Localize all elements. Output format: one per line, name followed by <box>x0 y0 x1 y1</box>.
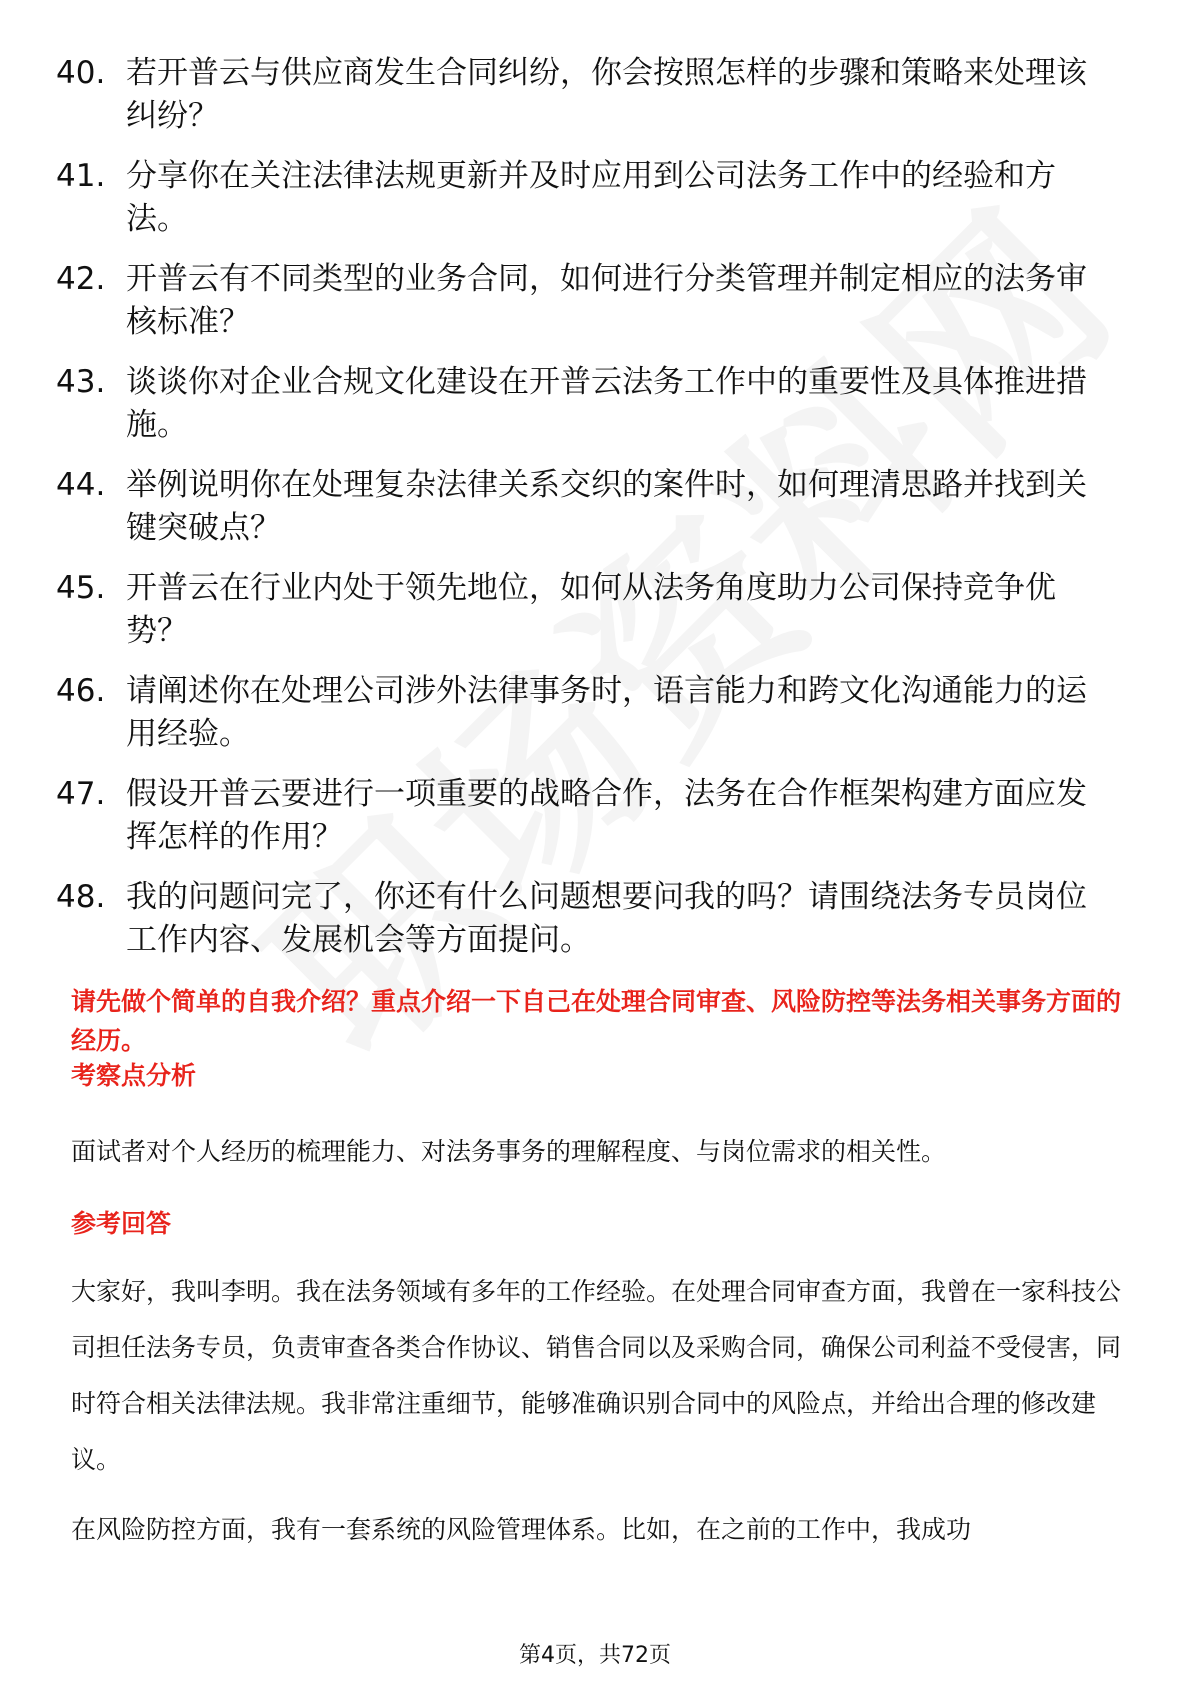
question-text: 开普云有不同类型的业务合同，如何进行分类管理并制定相应的法务审核标准？ <box>126 261 1087 340</box>
question-number: 47. <box>56 776 106 812</box>
question-text: 分享你在关注法律法规更新并及时应用到公司法务工作中的经验和方法。 <box>126 158 1056 237</box>
question-number: 41. <box>56 158 106 194</box>
page-footer: 第4页，共72页 <box>519 1643 671 1668</box>
question-number: 48. <box>56 879 106 915</box>
list-item <box>56 567 1116 653</box>
question-text: 若开普云与供应商发生合同纠纷，你会按照怎样的步骤和策略来处理该纠纷？ <box>126 55 1087 134</box>
question-number: 45. <box>56 570 106 606</box>
question-text: 举例说明你在处理复杂法律关系交织的案件时，如何理清思路并找到关键突破点？ <box>126 467 1087 546</box>
list-item <box>56 876 1116 962</box>
question-number: 40. <box>56 55 106 91</box>
question-number: 42. <box>56 261 106 297</box>
list-item <box>56 464 1116 550</box>
list-item <box>56 361 1116 447</box>
question-text: 假设开普云要进行一项重要的战略合作，法务在合作框架构建方面应发挥怎样的作用？ <box>126 776 1087 855</box>
list-item <box>56 155 1116 241</box>
list-item <box>56 670 1116 756</box>
question-number: 44. <box>56 467 106 503</box>
featured-question: 请先做个简单的自我介绍？重点介绍一下自己在处理合同审查、风险防控等法务相关事务方面的经历。 <box>71 987 1122 1055</box>
question-number: 46. <box>56 673 106 709</box>
answer-paragraph-2: 在风险防控方面，我有一套系统的风险管理体系。比如，在之前的工作中，我成功 <box>71 1515 972 1544</box>
list-item <box>56 258 1116 344</box>
answer-heading: 参考回答 <box>71 1209 172 1238</box>
answer-paragraph-1: 大家好，我叫李明。我在法务领域有多年的工作经验。在处理合同审查方面，我曾在一家科技公司担任法务专员，负责审查各类合作协议、销售合同以及采购合同，确保公司利益不受侵害，同时符合相关法律法规。我非常注重细节，能够准确识别合同中的风险点，并给出合理的修改建议。 <box>71 1277 1122 1474</box>
analysis-text: 面试者对个人经历的梳理能力、对法务事务的理解程度、与岗位需求的相关性。 <box>71 1137 947 1166</box>
list-item <box>56 52 1116 138</box>
question-text: 谈谈你对企业合规文化建设在开普云法务工作中的重要性及具体推进措施。 <box>126 364 1087 443</box>
question-number: 43. <box>56 364 106 400</box>
question-text: 开普云在行业内处于领先地位，如何从法务角度助力公司保持竞争优势？ <box>126 570 1056 649</box>
question-text: 请阐述你在处理公司涉外法律事务时，语言能力和跨文化沟通能力的运用经验。 <box>126 673 1087 752</box>
list-item <box>56 773 1116 859</box>
question-list <box>56 52 1116 979</box>
question-text: 我的问题问完了，你还有什么问题想要问我的吗？请围绕法务专员岗位工作内容、发展机会等方面提问。 <box>126 879 1087 958</box>
analysis-heading: 考察点分析 <box>71 1061 197 1090</box>
